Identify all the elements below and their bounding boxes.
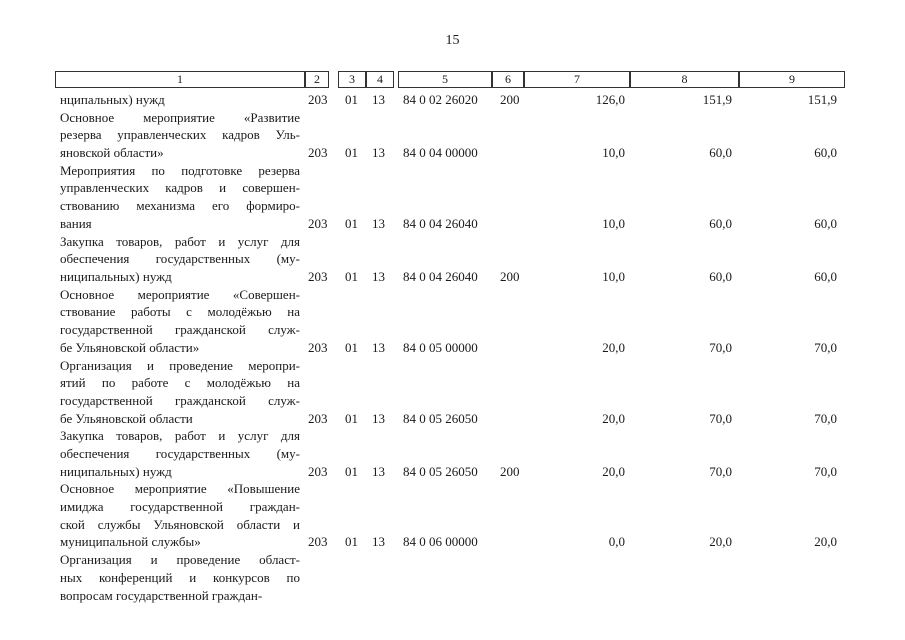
description-line: ятий по работе с молодёжью на [60, 375, 300, 391]
cell-csr: 84 0 02 26020 [403, 92, 478, 107]
row-description [60, 357, 300, 428]
row-description [60, 109, 300, 162]
table-row [0, 233, 905, 286]
cell-gr: 203 [308, 463, 328, 479]
cell-gr: 203 [308, 268, 328, 284]
cell-value-8: 70,0 [709, 410, 732, 426]
cell-gr: 203 [308, 534, 328, 550]
cell-value-7: 0,0 [608, 534, 625, 550]
cell-vr: 200 [500, 463, 520, 479]
cell-rz: 01 [345, 410, 358, 426]
description-line: Основное мероприятие «Совершен- [60, 286, 300, 302]
cell-value-9: 70,0 [814, 410, 837, 426]
description-line: Основное мероприятие «Повышение [60, 481, 300, 497]
column-header-3: 3 [338, 71, 366, 88]
cell-gr: 203 [308, 92, 328, 107]
cell-rz: 01 [345, 145, 358, 161]
cell-value-7: 20,0 [602, 339, 625, 355]
cell-value-9: 151,9 [807, 92, 837, 107]
description-line: Основное мероприятие «Развитие [60, 109, 300, 125]
table-row [0, 286, 905, 357]
column-header-8: 8 [630, 71, 739, 88]
description-line: яновской области» [60, 145, 164, 161]
cell-vr: 200 [500, 92, 520, 107]
cell-pr: 13 [372, 215, 385, 231]
cell-csr: 84 0 06 00000 [403, 534, 478, 550]
column-header-9: 9 [739, 71, 845, 88]
cell-value-7: 10,0 [602, 268, 625, 284]
cell-csr: 84 0 05 26050 [403, 463, 478, 479]
description-line: государственной гражданской служ- [60, 392, 300, 408]
cell-value-9: 60,0 [814, 268, 837, 284]
column-header-4: 4 [366, 71, 394, 88]
description-line: управленческих кадров и совершен- [60, 180, 300, 196]
cell-value-8: 60,0 [709, 268, 732, 284]
cell-vr: 200 [500, 268, 520, 284]
cell-pr: 13 [372, 268, 385, 284]
cell-value-8: 151,9 [702, 92, 732, 107]
page-number: 15 [445, 33, 460, 48]
cell-csr: 84 0 05 26050 [403, 410, 478, 426]
description-line: государственной гражданской служ- [60, 322, 300, 338]
cell-value-9: 60,0 [814, 215, 837, 231]
cell-value-7: 20,0 [602, 410, 625, 426]
cell-rz: 01 [345, 339, 358, 355]
table-row [0, 480, 905, 551]
description-line: ствование работы с молодёжью на [60, 304, 300, 320]
description-line: Мероприятия по подготовке резерва [60, 162, 300, 178]
description-line: Организация и проведение област- [60, 552, 300, 568]
description-line: ской службы Ульяновской области и [60, 516, 300, 532]
cell-csr: 84 0 05 00000 [403, 339, 478, 355]
cell-value-8: 70,0 [709, 463, 732, 479]
description-line: ниципальных) нужд [60, 463, 172, 479]
cell-pr: 13 [372, 92, 385, 107]
column-header-1: 1 [55, 71, 305, 88]
description-line: Закупка товаров, работ и услуг для [60, 233, 300, 249]
description-line: ниципальных) нужд [60, 268, 172, 284]
cell-value-9: 60,0 [814, 145, 837, 161]
cell-rz: 01 [345, 534, 358, 550]
description-line: бе Ульяновской области» [60, 339, 200, 355]
table-row [0, 91, 905, 109]
description-line: обеспечения государственных (му- [60, 251, 300, 267]
cell-value-7: 10,0 [602, 215, 625, 231]
cell-pr: 13 [372, 410, 385, 426]
description-line: вания [60, 215, 92, 231]
row-description [60, 233, 300, 286]
description-line: Организация и проведение меропри- [60, 357, 300, 373]
cell-value-9: 20,0 [814, 534, 837, 550]
cell-gr: 203 [308, 145, 328, 161]
description-line: ных конференций и конкурсов по [60, 569, 300, 585]
column-header-6: 6 [492, 71, 524, 88]
row-description [60, 162, 300, 233]
cell-value-8: 60,0 [709, 215, 732, 231]
cell-rz: 01 [345, 463, 358, 479]
column-header-7: 7 [524, 71, 630, 88]
cell-value-7: 10,0 [602, 145, 625, 161]
table-row [0, 162, 905, 233]
cell-value-8: 20,0 [709, 534, 732, 550]
cell-value-9: 70,0 [814, 463, 837, 479]
cell-value-8: 70,0 [709, 339, 732, 355]
table-row [0, 109, 905, 162]
cell-value-7: 126,0 [595, 92, 625, 107]
cell-pr: 13 [372, 534, 385, 550]
cell-pr: 13 [372, 145, 385, 161]
description-line: бе Ульяновской области [60, 410, 193, 426]
row-description [60, 91, 300, 109]
cell-csr: 84 0 04 26040 [403, 215, 478, 231]
row-description [60, 286, 300, 357]
description-line: ствованию механизма его формиро- [60, 198, 300, 214]
cell-pr: 13 [372, 463, 385, 479]
row-description [60, 480, 300, 551]
cell-gr: 203 [308, 410, 328, 426]
cell-value-7: 20,0 [602, 463, 625, 479]
cell-rz: 01 [345, 215, 358, 231]
cell-gr: 203 [308, 215, 328, 231]
description-line: имиджа государственной граждан- [60, 499, 300, 515]
description-line: Закупка товаров, работ и услуг для [60, 428, 300, 444]
cell-gr: 203 [308, 339, 328, 355]
description-line: резерва управленческих кадров Уль- [60, 127, 300, 143]
table-row [0, 357, 905, 428]
cell-csr: 84 0 04 26040 [403, 268, 478, 284]
table-row [0, 551, 905, 604]
cell-rz: 01 [345, 268, 358, 284]
cell-value-9: 70,0 [814, 339, 837, 355]
row-description [60, 427, 300, 480]
description-line: муниципальной службы» [60, 534, 201, 550]
cell-csr: 84 0 04 00000 [403, 145, 478, 161]
description-line: вопросам государственной граждан- [60, 587, 263, 603]
table-row [0, 427, 905, 480]
description-line: обеспечения государственных (му- [60, 445, 300, 461]
column-header-5: 5 [398, 71, 492, 88]
column-header-2: 2 [305, 71, 329, 88]
cell-rz: 01 [345, 92, 358, 107]
description-line: нципальных) нужд [60, 92, 165, 107]
row-description [60, 551, 300, 604]
cell-value-8: 60,0 [709, 145, 732, 161]
cell-pr: 13 [372, 339, 385, 355]
